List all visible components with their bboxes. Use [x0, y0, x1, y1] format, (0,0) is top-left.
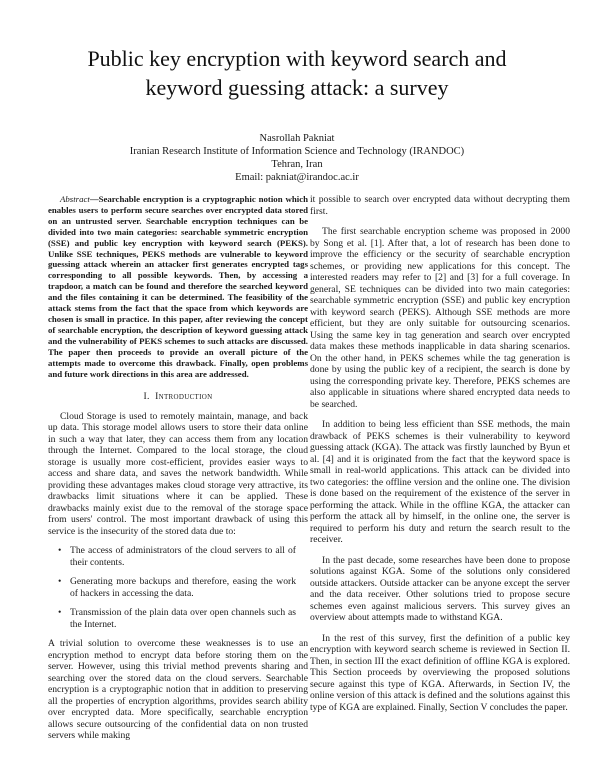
list-item-text: Generating more backups and therefore, easing the work of hackers in accessing the data.	[70, 576, 296, 599]
right-column	[310, 194, 570, 713]
bullet-icon: •	[58, 545, 62, 557]
kga-paragraph: In addition to being less efficient than SSE methods, the main drawback of PEKS schemes is their vulnerability to keyword guessing attack (KGA). The attack was firstly launched by Byun et al. [4] and it is originated from the fact that the keyword space is small in real-world applications. This attack can be divided into two categories: the offline version and the online one. The division is done based on the requirement of the existence of the server in performing the attack. While in the offline KGA, the attacker can perform the attack all by himself, in the online one, the server is required to perform his duty and return the search result to the receiver.	[310, 419, 570, 545]
list-item-text: The access of administrators of the cloud servers to all of their contents.	[70, 545, 296, 568]
history-paragraph: The first searchable encryption scheme was proposed in 2000 by Song et al. [1]. After that, a lot of research has been done to improve the efficiency or the security of searchable encryption schemes, or providing new applications for this concept. The interested readers may refer to [2] and [3] for a full coverage. In general, SE techniques can be divided into two main categories: searchable symmetric encryption (SSE) and public key encryption with keyword search (PEKS). Although SSE methods are more efficient, but they are only suitable for outsourcing scenarios. Using the same key in tag generation and search over encrypted data makes these methods inapplicable in data sharing scenarios. On the other hand, in PEKS schemes while the tag generation is done by using the public key of a recipient, the search is done by using the corresponding private key. Therefore, PEKS schemes are also applicable in situations where shared encrypted data needs to be searched.	[310, 226, 570, 410]
section-title: Introduction	[155, 391, 213, 403]
insecurity-list	[48, 545, 308, 630]
list-item	[48, 576, 308, 599]
list-item	[48, 607, 308, 630]
bullet-icon: •	[58, 576, 62, 588]
paper-title	[40, 44, 554, 102]
author-city: Tehran, Iran	[271, 159, 323, 170]
abstract-text: Searchable encryption is a cryptographic notion which enables users to perform secure searches over encrypted data stored on an untrusted server. Searchable encryption techniques can be divided into two main categories: searchable symmetric encryption (SSE) and public key encryption with keyword search (PEKS). Unlike SSE techniques, PEKS methods are vulnerable to keyword guessing attack wherein an attacker first generates encrypted tags corresponding to all possible keywords. Then, by accessing a trapdoor, a match can be found and therefore the searched keyword and the files containing it can be determined. The feasibility of the attack stems from the fact that the space from which keywords are chosen is small in practice. In this paper, after reviewing the concept of searchable encryption, the description of keyword guessing attack and the vulnerability of PEKS schemes to such attacks are discussed. The paper then proceeds to provide an overall picture of the attempts made to overcome this drawback. Finally, open problems and future work directions in this area are addressed.	[48, 194, 308, 379]
list-item-text: Transmission of the plain data over open channels such as the Internet.	[70, 607, 296, 630]
author-affiliation: Iranian Research Institute of Information Science and Technology (IRANDOC)	[129, 146, 465, 157]
bullet-icon: •	[58, 607, 62, 619]
author-name: Nasrollah Pakniat	[259, 133, 335, 144]
left-column	[48, 194, 308, 742]
list-item	[48, 545, 308, 568]
solutions-paragraph: In the past decade, some researches have been done to propose solutions against KGA. Some of the solutions only considered outside attackers. Outside attacker can be anyone except the server and the data receiver. Other solutions tried to propose secure schemes even against malicious servers. This survey gives an overview about attempts made to withstand KGA.	[310, 554, 570, 623]
continued-paragraph: it possible to search over encrypted data without decrypting them first.	[310, 194, 570, 217]
intro-paragraph-2: A trivial solution to overcome these weaknesses is to use an encryption method to encrypt data before storing them on the server. However, using this trivial method prevents sharing and searching over the stored data on the cloud servers. Searchable encryption is a cryptographic notion that in addition to preserving all the properties of encryption algorithms, provides search ability over encrypted data. More specifically, searchable encryption allows secure outsourcing of the confidential data on non trusted servers while making	[48, 638, 308, 742]
author-email: Email: pakniat@irandoc.ac.ir	[235, 172, 359, 183]
outline-paragraph: In the rest of this survey, first the definition of a public key encryption with keyword search scheme is reviewed in Section II. Then, in section III the exact definition of offline KGA is explored. This Section proceeds by overviewing the proposed solutions secure against this type of KGA. Afterwards, in Section IV, the online version of this attack is defined and the solutions against this type of KGA are explained. Finally, Section V concludes the paper.	[310, 632, 570, 713]
abstract-dash: —	[89, 194, 99, 204]
abstract-lead: Abstract	[60, 194, 90, 204]
section-number: I.	[143, 391, 150, 403]
title-line-2: keyword guessing attack: a survey	[145, 75, 449, 100]
abstract	[48, 194, 308, 379]
section-heading	[48, 391, 308, 403]
author-block	[60, 132, 534, 184]
title-line-1: Public key encryption with keyword search and	[87, 46, 507, 71]
intro-paragraph-1: Cloud Storage is used to remotely maintain, manage, and back up data. This storage model allows users to store their data online in such a way that later, they can access them from any location through the Internet. Compared to the local storage, the cloud storage is usually more cost-efficient, provides easier ways to access and share data, and saves the network bandwidth. While providing these advantages makes cloud storage very attractive, its drawbacks limit situations where it can be applied. These drawbacks mainly exist due to the removal of the storage space from users' control. The most important drawback of using this service is the insecurity of the stored data due to:	[48, 410, 308, 537]
